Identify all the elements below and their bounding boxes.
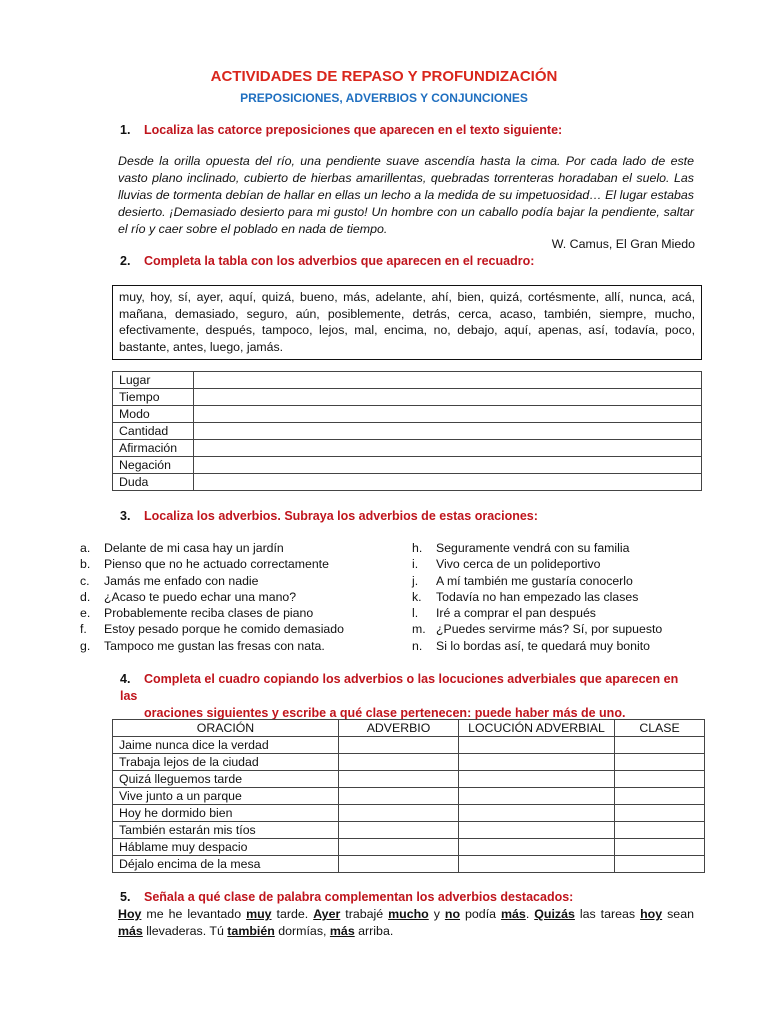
item-letter: m.	[412, 622, 426, 637]
table-row	[113, 805, 705, 822]
question-5	[120, 890, 573, 904]
text-fragment: me he levantado	[141, 907, 247, 921]
item-text: Iré a comprar el pan después	[436, 606, 596, 621]
highlighted-adverb: Ayer	[313, 907, 341, 921]
answer-cell[interactable]	[194, 423, 702, 440]
table-row	[113, 856, 705, 873]
page-subtitle: PREPOSICIONES, ADVERBIOS Y CONJUNCIONES	[240, 91, 528, 105]
table-row	[113, 457, 702, 474]
highlighted-adverb: también	[227, 924, 275, 938]
answer-cell[interactable]	[459, 822, 615, 839]
answer-cell[interactable]	[339, 771, 459, 788]
header-clase: CLASE	[615, 720, 705, 737]
answer-cell[interactable]	[615, 754, 705, 771]
table-row	[113, 754, 705, 771]
item-text: A mí también me gustaría conocerlo	[436, 573, 633, 588]
answer-cell[interactable]	[194, 406, 702, 423]
header-oracion: ORACIÓN	[113, 720, 339, 737]
table-row	[113, 372, 702, 389]
item-letter: e.	[80, 606, 91, 621]
answer-cell[interactable]	[459, 805, 615, 822]
list-item	[80, 589, 390, 605]
text-fragment: llevaderas. Tú	[142, 924, 228, 938]
sentence-cell: También estarán mis tíos	[113, 822, 339, 839]
question-2	[120, 254, 534, 268]
list-item	[80, 605, 390, 621]
table-row	[113, 440, 702, 457]
highlighted-adverb: más	[329, 924, 355, 938]
list-item	[412, 540, 712, 556]
answer-cell[interactable]	[339, 822, 459, 839]
sentence-cell: Jaime nunca dice la verdad	[113, 737, 339, 754]
row-label: Modo	[113, 406, 194, 423]
question-number: 2.	[120, 254, 131, 268]
row-label: Afirmación	[113, 440, 194, 457]
answer-cell[interactable]	[615, 839, 705, 856]
sentence-cell: Hoy he dormido bien	[113, 805, 339, 822]
answer-cell[interactable]	[459, 856, 615, 873]
item-text: Pienso que no he actuado correctamente	[104, 557, 329, 572]
table-row	[113, 737, 705, 754]
answer-cell[interactable]	[339, 737, 459, 754]
item-text: Estoy pesado porque he comido demasiado	[104, 622, 344, 637]
table-row	[113, 406, 702, 423]
answer-cell[interactable]	[615, 822, 705, 839]
item-letter: n.	[412, 638, 423, 653]
item-text: ¿Acaso te puedo echar una mano?	[104, 589, 297, 604]
text-fragment: dormías,	[274, 924, 330, 938]
list-item	[412, 556, 712, 572]
adverbs-box: muy, hoy, sí, ayer, aquí, quizá, bueno, más, adelante, ahí, bien, quizá, cortésmente, allí, nunca, acá, mañana, demasiado, seguro, aún, posiblemente, detrás, cerca, acaso, también, siempre, mucho, efectivamente, después, tampoco, lejos, mal, encima, no, debajo, aquí, apenas, así, todavía, poco, bastante, antes, luego, jamás.	[112, 285, 702, 360]
item-letter: c.	[80, 573, 90, 588]
answer-cell[interactable]	[194, 440, 702, 457]
answer-cell[interactable]	[459, 737, 615, 754]
item-letter: k.	[412, 589, 422, 604]
text-fragment: y	[428, 907, 445, 921]
question-number: 4.	[120, 672, 131, 686]
adverb-classification-table	[112, 371, 702, 491]
text-fragment: tarde.	[271, 907, 314, 921]
header-locucion: LOCUCIÓN ADVERBIAL	[459, 720, 615, 737]
item-text: Tampoco me gustan las fresas con nata.	[104, 638, 325, 653]
answer-cell[interactable]	[459, 771, 615, 788]
row-label: Tiempo	[113, 389, 194, 406]
item-text: Seguramente vendrá con su familia	[436, 541, 630, 555]
question-number: 3.	[120, 509, 131, 523]
table-row	[113, 839, 705, 856]
text-fragment: podía	[460, 907, 502, 921]
sentence-cell: Trabaja lejos de la ciudad	[113, 754, 339, 771]
answer-cell[interactable]	[459, 754, 615, 771]
answer-cell[interactable]	[615, 788, 705, 805]
list-item	[412, 589, 712, 605]
page-title: ACTIVIDADES DE REPASO Y PROFUNDIZACIÓN	[210, 68, 558, 85]
answer-cell[interactable]	[459, 839, 615, 856]
sentence-cell: Déjalo encima de la mesa	[113, 856, 339, 873]
item-letter: a.	[80, 541, 91, 555]
answer-cell[interactable]	[615, 737, 705, 754]
highlighted-adverb: muy	[246, 907, 272, 921]
item-text: ¿Puedes servirme más? Sí, por supuesto	[436, 622, 663, 637]
text-fragment: trabajé	[340, 907, 389, 921]
exercise-5-text	[118, 906, 694, 940]
item-text: Delante de mi casa hay un jardín	[104, 541, 284, 555]
question-text: Completa el cuadro copiando los adverbios o las locuciones adverbiales que aparecen en las	[120, 672, 679, 703]
reading-text	[118, 153, 694, 238]
row-label: Negación	[113, 457, 194, 474]
row-label: Lugar	[113, 372, 194, 389]
list-item	[80, 638, 390, 654]
list-item	[80, 573, 390, 589]
highlighted-adverb: más	[501, 907, 526, 921]
text-fragment: arriba.	[354, 924, 394, 938]
item-text: Jamás me enfado con nadie	[104, 573, 259, 588]
item-text: Si lo bordas así, te quedará muy bonito	[436, 638, 650, 653]
sentence-list-left	[80, 540, 390, 654]
header-adverbio: ADVERBIO	[339, 720, 459, 737]
sentence-cell: Háblame muy despacio	[113, 839, 339, 856]
answer-cell[interactable]	[339, 788, 459, 805]
question-text: Localiza los adverbios. Subraya los adverbios de estas oraciones:	[144, 509, 538, 523]
text-fragment: .	[525, 907, 535, 921]
answer-cell[interactable]	[194, 457, 702, 474]
text-fragment: las tareas	[574, 907, 641, 921]
item-letter: b.	[80, 557, 91, 572]
question-text: Completa la tabla con los adverbios que aparecen en el recuadro:	[144, 254, 535, 268]
question-number: 1.	[120, 123, 131, 137]
reading-paragraph: Desde la orilla opuesta del río, una pendiente suave ascendía hasta la cima. Por cada lado de este vasto plano inclinado, cubierto de hierbas amarillentas, quebradas torrenteras horadaban el suelo. Las lluvias de tormenta debían de hallar en ellas un lecho a la medida de su impetuosidad… El lugar estabas desierto. ¡Demasiado desierto para mi gusto! Un hombre con un caballo podía bajar la pendiente, saltar el río y caer sobre el poblado en nada de tiempo.	[118, 154, 694, 236]
sentence-cell: Vive junto a un parque	[113, 788, 339, 805]
item-letter: h.	[412, 541, 423, 555]
row-label: Cantidad	[113, 423, 194, 440]
list-item	[412, 605, 712, 621]
sentence-list-right	[412, 540, 712, 654]
item-letter: f.	[80, 622, 87, 637]
answer-cell[interactable]	[615, 771, 705, 788]
item-letter: d.	[80, 589, 91, 604]
list-item	[80, 621, 390, 637]
list-item	[412, 638, 712, 654]
highlighted-adverb: hoy	[640, 907, 663, 921]
item-letter: j.	[412, 573, 419, 588]
text-fragment: sean	[662, 907, 694, 921]
sentences-table	[112, 719, 705, 873]
table-row	[113, 771, 705, 788]
answer-cell[interactable]	[339, 839, 459, 856]
table-row	[113, 788, 705, 805]
item-letter: i.	[412, 557, 419, 572]
table-row	[113, 423, 702, 440]
table-row	[113, 822, 705, 839]
question-1	[120, 123, 562, 137]
question-number: 5.	[120, 890, 131, 904]
highlighted-adverb: mucho	[388, 907, 429, 921]
list-item	[412, 621, 712, 637]
answer-cell[interactable]	[339, 805, 459, 822]
item-text: Probablemente reciba clases de piano	[104, 606, 314, 621]
text-author: W. Camus, El Gran Miedo	[551, 237, 695, 251]
question-text-cont: oraciones siguientes y escribe a qué clase pertenecen: puede haber más de uno.	[144, 706, 626, 720]
answer-cell[interactable]	[194, 389, 702, 406]
highlighted-adverb: no	[444, 907, 461, 921]
answer-cell[interactable]	[339, 856, 459, 873]
answer-cell[interactable]	[615, 805, 705, 822]
highlighted-adverb: Hoy	[118, 907, 142, 921]
item-text: Vivo cerca de un polideportivo	[436, 557, 601, 572]
list-item	[80, 540, 390, 556]
list-item	[80, 556, 390, 572]
table-row	[113, 389, 702, 406]
answer-cell[interactable]	[459, 788, 615, 805]
question-text: Localiza las catorce preposiciones que aparecen en el texto siguiente:	[144, 123, 563, 137]
answer-cell[interactable]	[194, 372, 702, 389]
item-text: Todavía no han empezado las clases	[436, 589, 639, 604]
sentence-cell: Quizá lleguemos tarde	[113, 771, 339, 788]
highlighted-adverb: Quizás	[534, 907, 575, 921]
question-4	[120, 671, 698, 722]
highlighted-adverb: más	[118, 924, 143, 938]
item-letter: g.	[80, 638, 91, 653]
answer-cell[interactable]	[339, 754, 459, 771]
question-text: Señala a qué clase de palabra complementan los adverbios destacados:	[144, 890, 574, 904]
table-row	[113, 474, 702, 491]
list-item	[412, 573, 712, 589]
answer-cell[interactable]	[194, 474, 702, 491]
row-label: Duda	[113, 474, 194, 491]
answer-cell[interactable]	[615, 856, 705, 873]
item-letter: l.	[412, 606, 419, 621]
question-3	[120, 509, 538, 523]
